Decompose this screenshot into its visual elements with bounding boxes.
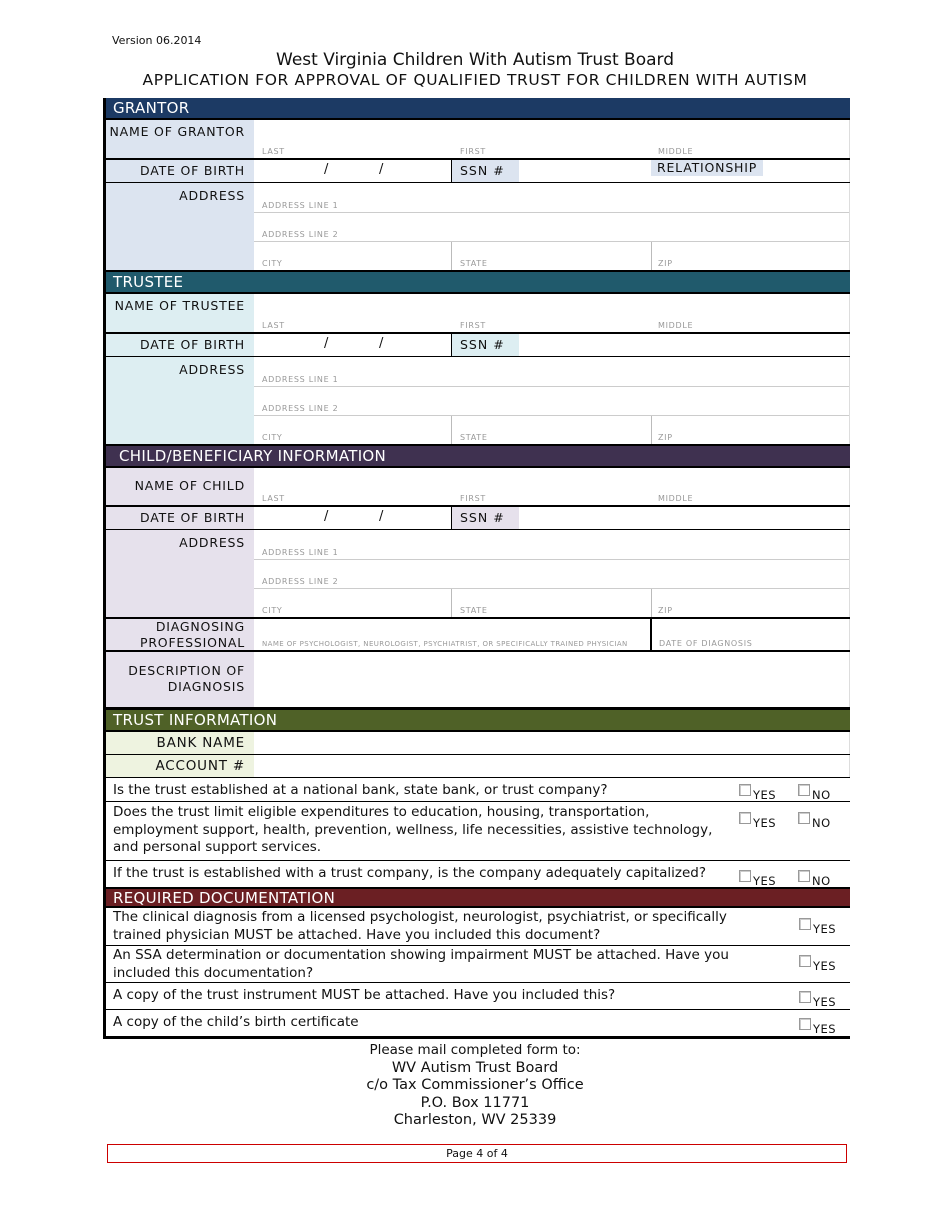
address-line-2-caption: ADDRESS LINE 2: [262, 577, 339, 586]
last-caption: LAST: [262, 494, 285, 503]
doc-row-2: [106, 946, 850, 983]
doc-4-text: A copy of the child’s birth certificate: [113, 1014, 359, 1030]
city-state-zip-field[interactable]: [254, 242, 849, 270]
trust-question-2: [106, 802, 850, 861]
date-slash: /: [324, 509, 329, 524]
diagnosis-description-field[interactable]: [254, 652, 850, 707]
zip-caption: ZIP: [658, 259, 673, 268]
account-label: ACCOUNT #: [106, 755, 254, 777]
first-caption: FIRST: [460, 494, 486, 503]
address-line-1-field[interactable]: [254, 530, 849, 560]
form-title: APPLICATION FOR APPROVAL OF QUALIFIED TRUST FOR CHILDREN WITH AUTISM: [142, 71, 808, 89]
account-field[interactable]: [254, 755, 850, 777]
trust-q3-text: If the trust is established with a trust company, is the company adequately capitalized?: [113, 865, 707, 881]
middle-caption: MIDDLE: [658, 494, 694, 503]
trust-question-3: [106, 861, 850, 887]
version-label: Version 06.2014: [112, 34, 202, 47]
trustee-address-label: ADDRESS: [106, 357, 254, 444]
city-state-zip-field[interactable]: [254, 416, 849, 444]
address-line-1-caption: ADDRESS LINE 1: [262, 548, 339, 557]
diag-date-caption: DATE OF DIAGNOSIS: [659, 639, 753, 648]
doc-3-text: A copy of the trust instrument MUST be attached. Have you included this?: [113, 987, 616, 1003]
bank-name-row: [106, 732, 850, 755]
child-address-row: [106, 530, 850, 619]
grantor-name-field[interactable]: [254, 120, 850, 158]
docs-heading: REQUIRED DOCUMENTATION: [106, 887, 850, 908]
diag-prof-caption: NAME OF PSYCHOLOGIST, NEUROLOGIST, PSYCHIATRIST, OR SPECIFICALLY TRAINED PHYSICIAN: [262, 640, 628, 648]
mail-line-2: c/o Tax Commissioner’s Office: [366, 1077, 584, 1093]
city-caption: CITY: [262, 606, 283, 615]
grantor-dob-row: [106, 159, 850, 183]
address-line-1-field[interactable]: [254, 183, 849, 213]
application-form: [103, 98, 850, 1039]
grantor-ssn-label: SSN #: [452, 160, 519, 182]
trustee-heading: TRUSTEE: [106, 272, 850, 294]
q1-yes-checkbox[interactable]: YES: [739, 784, 776, 802]
trust-heading: TRUST INFORMATION: [106, 707, 850, 732]
date-slash: /: [379, 162, 384, 177]
date-slash: /: [324, 162, 329, 177]
doc-4-yes-checkbox[interactable]: YES: [799, 1018, 836, 1036]
grantor-name-row: [106, 120, 850, 159]
q3-yes-checkbox[interactable]: YES: [739, 870, 776, 888]
middle-caption: MIDDLE: [658, 147, 694, 156]
city-caption: CITY: [262, 433, 283, 442]
doc-row-1: [106, 908, 850, 946]
doc-2-yes-checkbox[interactable]: YES: [799, 955, 836, 973]
address-line-2-caption: ADDRESS LINE 2: [262, 230, 339, 239]
doc-2-text: An SSA determination or documentation showing impairment MUST be attached. Have you included this documentation?: [113, 947, 729, 981]
last-caption: LAST: [262, 147, 285, 156]
bank-name-label: BANK NAME: [106, 732, 254, 754]
doc-1-yes-checkbox[interactable]: YES: [799, 918, 836, 936]
address-line-1-caption: ADDRESS LINE 1: [262, 375, 339, 384]
child-address-label: ADDRESS: [106, 530, 254, 617]
date-slash: /: [379, 336, 384, 351]
org-title: West Virginia Children With Autism Trust Board: [276, 50, 674, 70]
address-line-2-field[interactable]: [254, 213, 849, 242]
address-line-1-field[interactable]: [254, 357, 849, 387]
page-number: Page 4 of 4: [107, 1144, 847, 1163]
trustee-dob-field[interactable]: [254, 334, 850, 356]
state-caption: STATE: [460, 606, 488, 615]
mail-line-3: P.O. Box 11771: [420, 1094, 530, 1111]
state-caption: STATE: [460, 433, 488, 442]
trustee-name-row: [106, 294, 850, 333]
grantor-heading: GRANTOR: [106, 98, 850, 120]
grantor-address-row: [106, 183, 850, 272]
child-ssn-label: SSN #: [452, 507, 519, 529]
trustee-name-field[interactable]: [254, 294, 850, 332]
trustee-dob-label: DATE OF BIRTH: [106, 334, 254, 356]
bank-name-field[interactable]: [254, 732, 850, 754]
last-caption: LAST: [262, 321, 285, 330]
trustee-ssn-label: SSN #: [452, 334, 519, 356]
child-dob-field[interactable]: [254, 507, 850, 529]
diagnosing-professional-field[interactable]: [254, 619, 850, 650]
mailing-address: [0, 1042, 950, 1130]
date-slash: /: [324, 336, 329, 351]
diagnosing-professional-row: [106, 619, 850, 652]
grantor-dob-field[interactable]: [254, 160, 850, 182]
address-line-2-field[interactable]: [254, 560, 849, 589]
first-caption: FIRST: [460, 321, 486, 330]
doc-row-4: [106, 1010, 850, 1039]
q2-yes-checkbox[interactable]: YES: [739, 812, 776, 830]
trustee-name-label: NAME OF TRUSTEE: [106, 294, 254, 332]
middle-caption: MIDDLE: [658, 321, 694, 330]
doc-row-3: [106, 983, 850, 1010]
mail-line-1: WV Autism Trust Board: [391, 1059, 559, 1076]
grantor-dob-label: DATE OF BIRTH: [106, 160, 254, 182]
q2-no-checkbox[interactable]: NO: [798, 812, 831, 830]
address-line-1-caption: ADDRESS LINE 1: [262, 201, 339, 210]
first-caption: FIRST: [460, 147, 486, 156]
doc-1-text: The clinical diagnosis from a licensed psychologist, neurologist, psychiatrist, or specifically trained physician MUST be attached. Have you included this document?: [113, 909, 727, 943]
relationship-label: RELATIONSHIP: [651, 160, 763, 176]
child-name-row: [106, 468, 850, 506]
trust-q2-text: Does the trust limit eligible expenditures to education, housing, transportation, employment support, health, prevention, wellness, life necessities, assistive technology, and personal support services.: [113, 804, 713, 855]
address-line-2-caption: ADDRESS LINE 2: [262, 404, 339, 413]
account-row: [106, 755, 850, 778]
child-name-label: NAME OF CHILD: [106, 468, 254, 505]
trust-question-1: [106, 778, 850, 802]
city-state-zip-field[interactable]: [254, 589, 849, 617]
address-line-2-field[interactable]: [254, 387, 849, 416]
trustee-dob-row: [106, 333, 850, 357]
child-name-field[interactable]: [254, 468, 850, 505]
city-caption: CITY: [262, 259, 283, 268]
zip-caption: ZIP: [658, 606, 673, 615]
mail-intro: Please mail completed form to:: [369, 1042, 581, 1058]
q3-no-checkbox[interactable]: NO: [798, 870, 831, 888]
date-slash: /: [379, 509, 384, 524]
child-dob-label: DATE OF BIRTH: [106, 507, 254, 529]
doc-3-yes-checkbox[interactable]: YES: [799, 991, 836, 1009]
mail-line-4: Charleston, WV 25339: [393, 1112, 557, 1128]
state-caption: STATE: [460, 259, 488, 268]
zip-caption: ZIP: [658, 433, 673, 442]
diagnosis-description-row: [106, 652, 850, 707]
child-dob-row: [106, 506, 850, 530]
trustee-address-row: [106, 357, 850, 446]
q1-no-checkbox[interactable]: NO: [798, 784, 831, 802]
diagnosing-professional-label: DIAGNOSING PROFESSIONAL: [106, 619, 254, 650]
child-heading: CHILD/BENEFICIARY INFORMATION: [106, 446, 850, 468]
grantor-name-label: NAME OF GRANTOR: [106, 120, 254, 158]
trust-q1-text: Is the trust established at a national bank, state bank, or trust company?: [113, 782, 608, 798]
grantor-address-label: ADDRESS: [106, 183, 254, 270]
diagnosis-description-label: DESCRIPTION OF DIAGNOSIS: [106, 652, 254, 707]
